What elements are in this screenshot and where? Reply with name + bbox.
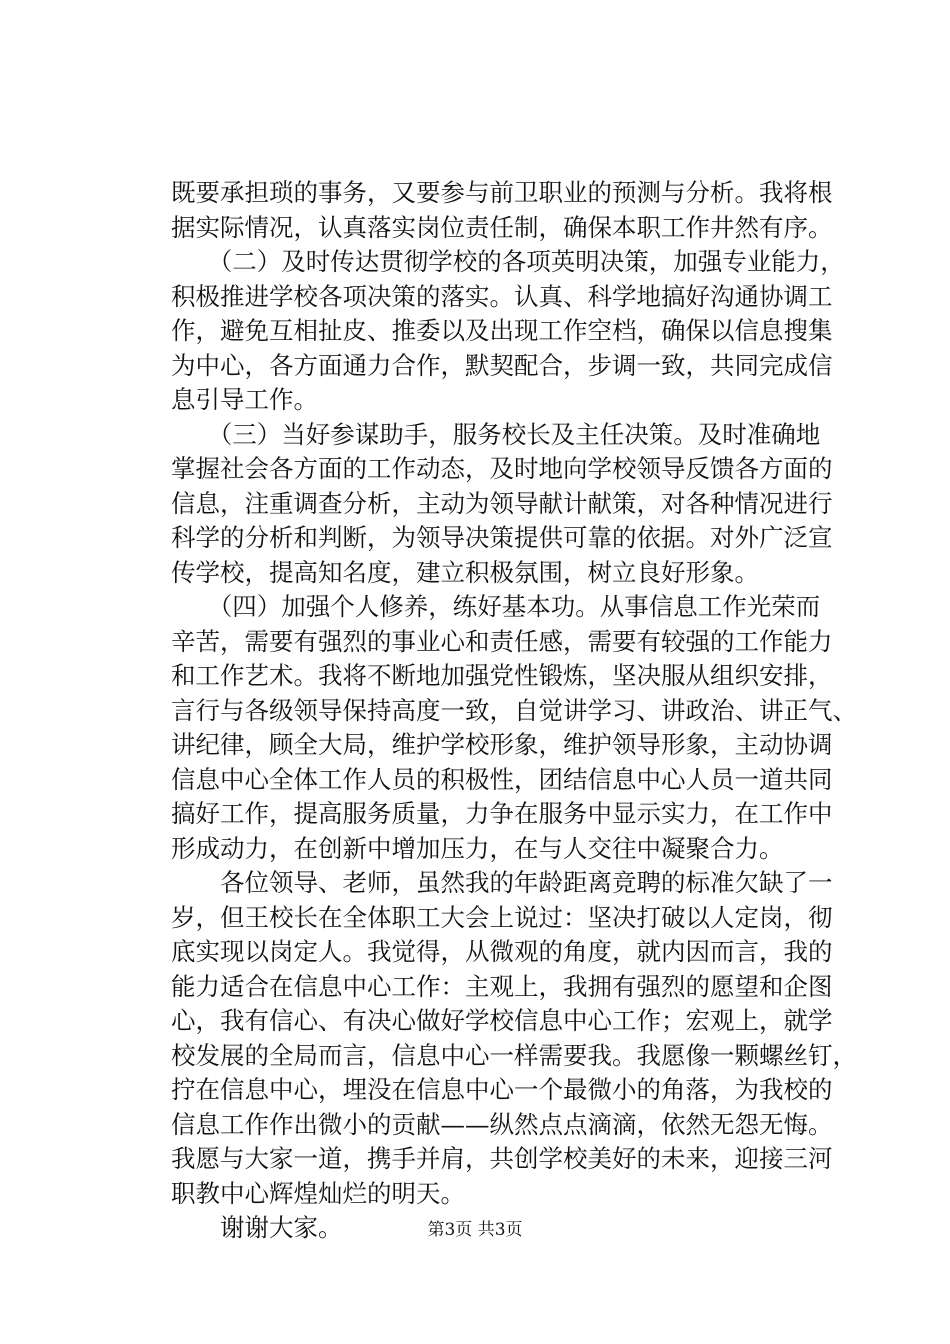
text-line: （三）当好参谋助手，服务校长及主任决策。及时准确地 (171, 419, 821, 449)
text-line: （四）加强个人修养，练好基本功。从事信息工作光荣而 (171, 592, 821, 621)
text-line: 据实际情况，认真落实岗位责任制，确保本职工作井然有序。 (171, 212, 833, 242)
text-line: 能力适合在信息中心工作：主观上，我拥有强烈的愿望和企图 (171, 971, 833, 1001)
text-line: 辛苦，需要有强烈的事业心和责任感，需要有较强的工作能力 (171, 626, 833, 656)
text-line: 各位领导、老师，虽然我的年龄距离竞聘的标准欠缺了一 (171, 868, 833, 897)
text-line: 言行与各级领导保持高度一致，自觉讲学习、讲政治、讲正气、 (171, 695, 857, 725)
text-line: 岁，但王校长在全体职工大会上说过：坚决打破以人定岗，彻 (171, 902, 833, 932)
text-line: 息引导工作。 (171, 385, 318, 414)
text-line: （二）及时传达贯彻学校的各项英明决策，加强专业能力， (171, 247, 845, 276)
text-line: 和工作艺术。我将不断地加强党性锻炼，坚决服从组织安排， (171, 661, 833, 690)
text-line: 心，我有信心、有决心做好学校信息中心工作；宏观上，就学 (171, 1006, 833, 1035)
page-footer: 第3页 共3页 (427, 1220, 523, 1240)
text-line: 形成动力，在创新中增加压力，在与人交往中凝聚合力。 (171, 833, 784, 863)
text-line: 为中心，各方面通力合作，默契配合，步调一致，共同完成信 (171, 350, 833, 380)
text-line: 拧在信息中心，埋没在信息中心一个最微小的角落，为我校的 (171, 1075, 833, 1104)
text-line: 信息中心全体工作人员的积极性，团结信息中心人员一道共同 (171, 764, 833, 794)
text-line: 谢谢大家。 (171, 1213, 343, 1242)
document-body (171, 176, 859, 1246)
text-line: 科学的分析和判断，为领导决策提供可靠的依据。对外广泛宣 (171, 523, 833, 552)
text-line: 信息工作作出微小的贡献——纵然点点滴滴，依然无怨无悔。 (171, 1109, 833, 1139)
text-line: 讲纪律，顾全大局，维护学校形象，维护领导形象，主动协调 (171, 730, 833, 759)
text-line: 搞好工作，提高服务质量，力争在服务中显示实力，在工作中 (171, 799, 833, 828)
text-line: 校发展的全局而言，信息中心一样需要我。我愿像一颗螺丝钉， (171, 1040, 857, 1070)
text-line: 我愿与大家一道，携手并肩，共创学校美好的未来，迎接三河 (171, 1144, 833, 1173)
text-line: 底实现以岗定人。我觉得，从微观的角度，就内因而言，我的 (171, 937, 833, 966)
text-line: 职教中心辉煌灿烂的明天。 (171, 1178, 465, 1208)
text-line: 既要承担琐的事务，又要参与前卫职业的预测与分析。我将根 (171, 178, 833, 207)
text-line: 掌握社会各方面的工作动态，及时地向学校领导反馈各方面的 (171, 454, 833, 483)
text-line: 积极推进学校各项决策的落实。认真、科学地搞好沟通协调工 (171, 281, 833, 311)
text-line: 信息，注重调查分析，主动为领导献计献策，对各种情况进行 (171, 488, 833, 518)
text-line: 传学校，提高知名度，建立积极氛围，树立良好形象。 (171, 557, 759, 587)
text-line: 作，避免互相扯皮、推委以及出现工作空档，确保以信息搜集 (171, 316, 833, 345)
